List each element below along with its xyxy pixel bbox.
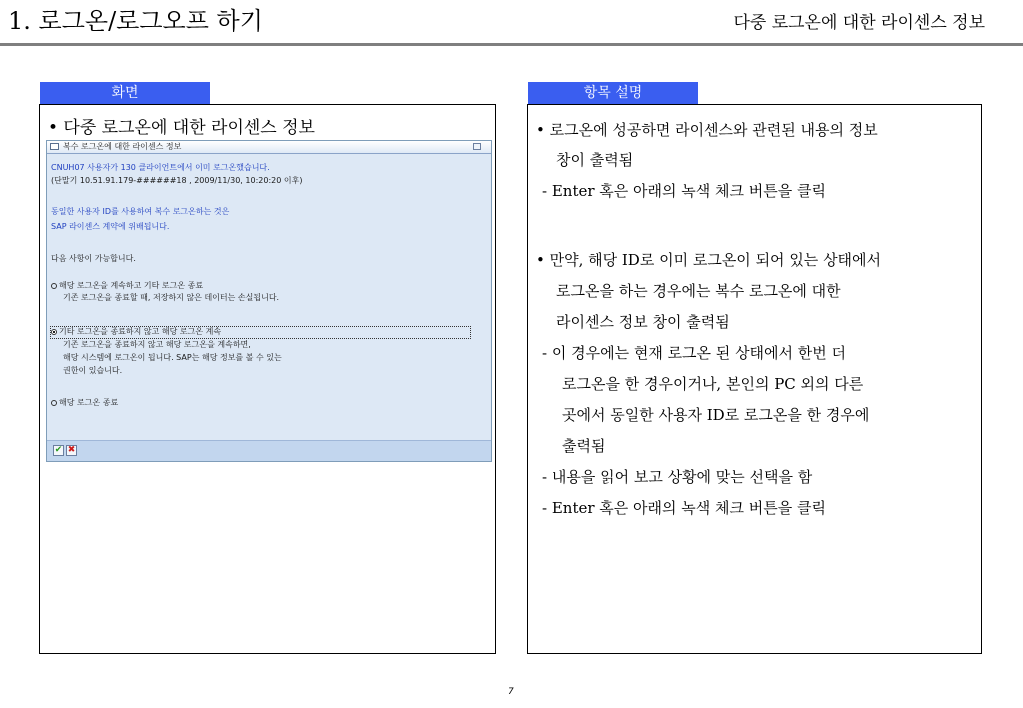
- description-tab: 항목 설명: [528, 82, 698, 104]
- option1-row[interactable]: [51, 281, 203, 291]
- check-icon: ✔: [54, 445, 63, 455]
- desc-line-5: 로그온을 하는 경우에는 복수 로그온에 대한: [556, 282, 841, 300]
- desc-line-9: 곳에서 동일한 사용자 ID로 로그온을 한 경우에: [562, 406, 870, 424]
- desc-line-1: • 로그온에 성공하면 라이센스와 관련된 내용의 정보: [536, 121, 878, 139]
- desc-line-6: 라이센스 정보 창이 출력됨: [556, 313, 730, 331]
- option2-row[interactable]: [51, 327, 221, 337]
- option2-desc3: 권한이 있습니다.: [63, 366, 123, 375]
- dialog-line3: 동일한 사용자 ID를 사용하여 복수 로그온하는 것은: [51, 207, 230, 216]
- dialog-line5: 다음 사항이 가능합니다.: [51, 254, 136, 263]
- desc-line-3: - Enter 혹은 아래의 녹색 체크 버튼을 클릭: [542, 182, 826, 200]
- close-icon[interactable]: [473, 143, 481, 150]
- license-dialog: [46, 140, 492, 462]
- desc-line-11: - 내용을 읽어 보고 상황에 맞는 선택을 함: [542, 468, 813, 486]
- option1-label: 해당 로그온을 계속하고 기타 로그온 종료: [59, 281, 204, 290]
- option1-radio[interactable]: [51, 283, 57, 289]
- cancel-button[interactable]: [66, 445, 77, 456]
- desc-line-2: 창이 출력됨: [556, 151, 634, 169]
- screen-tab: 화면: [40, 82, 210, 104]
- dialog-line1: CNUH07 사용자가 130 클라이언트에서 이미 로그온했습니다.: [51, 163, 270, 172]
- x-icon: ✖: [67, 445, 76, 455]
- screen-heading: • 다중 로그온에 대한 라이센스 정보: [48, 118, 315, 138]
- desc-line-10: 출력됨: [562, 437, 606, 455]
- desc-line-8: 로그온을 한 경우이거나, 본인의 PC 외의 다른: [562, 375, 864, 393]
- option2-desc1: 기존 로그온을 종료하지 않고 해당 로그온을 계속하면,: [63, 340, 251, 349]
- option3-row[interactable]: [51, 398, 118, 408]
- screen-panel: [39, 104, 496, 654]
- description-panel: [527, 104, 982, 654]
- option3-radio[interactable]: [51, 400, 57, 406]
- dialog-line4: SAP 라이센스 계약에 위배됩니다.: [51, 222, 170, 231]
- option2-radio[interactable]: [51, 329, 57, 335]
- desc-line-7: - 이 경우에는 현재 로그온 된 상태에서 한번 더: [542, 344, 847, 362]
- option3-label: 해당 로그온 종료: [59, 398, 119, 407]
- header-rule: [0, 43, 1023, 46]
- page-title: 1. 로그온/로그오프 하기: [8, 7, 263, 35]
- desc-line-4: • 만약, 해당 ID로 이미 로그온이 되어 있는 상태에서: [536, 251, 882, 269]
- option2-desc2: 해당 시스템에 로그온이 됩니다. SAP는 해당 정보를 볼 수 있는: [63, 353, 282, 362]
- page-subtitle: 다중 로그온에 대한 라이센스 정보: [733, 13, 985, 33]
- option1-desc: 기존 로그온을 종료할 때, 저장하지 않은 데이터는 손실됩니다.: [63, 293, 280, 302]
- dialog-title: 복수 로그온에 대한 라이센스 정보: [63, 142, 182, 151]
- dialog-line2: (단말기 10.51.91.179-######18 , 2009/11/30, 10:20:20 이후): [51, 176, 303, 185]
- dialog-footer: [47, 440, 491, 461]
- dialog-titlebar: [47, 141, 491, 154]
- window-icon: [50, 143, 59, 150]
- page-number: 7: [508, 687, 514, 697]
- desc-line-12: - Enter 혹은 아래의 녹색 체크 버튼을 클릭: [542, 499, 826, 517]
- ok-button[interactable]: [53, 445, 64, 456]
- option2-label: 기타 로그온을 종료하지 않고 해당 로그온 계속: [59, 327, 222, 336]
